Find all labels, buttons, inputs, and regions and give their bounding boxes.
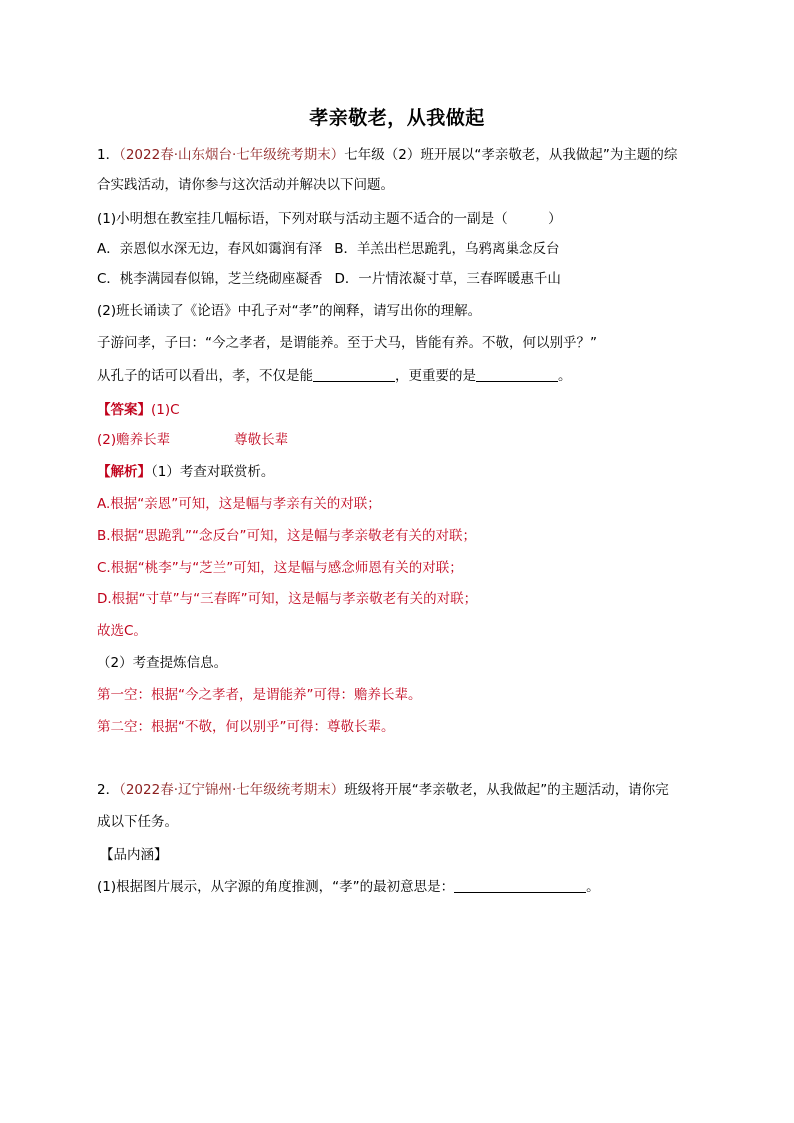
q1-fill-a: 从孔子的话可以看出，孝，不仅是能 bbox=[97, 368, 313, 384]
answer-2b: 尊敬长辈 bbox=[234, 432, 289, 448]
q2-stem-line2: 成以下任务。 bbox=[97, 814, 178, 830]
analysis-head: （1）考查对联赏析。 bbox=[151, 464, 275, 480]
q1-options-ab bbox=[97, 240, 560, 258]
page-title: 孝亲敬老，从我做起 bbox=[309, 107, 485, 129]
q2-sub1: (1)根据图片展示，从字源的角度推测，“孝”的最初意思是： bbox=[97, 879, 455, 895]
q1-sub2: (2)班长诵读了《论语》中孔子对“孝”的阐释，请写出你的理解。 bbox=[97, 303, 482, 319]
q1-option-b: B．羊羔出栏思跪乳，乌鸦离巢念反台 bbox=[334, 241, 560, 257]
q1-stem-line1 bbox=[97, 146, 677, 164]
analysis2-second: 第二空：根据“不敬，何以别乎”可得：尊敬长辈。 bbox=[97, 719, 395, 735]
q2-sub1-end: 。 bbox=[586, 879, 600, 895]
q1-analysis-line bbox=[97, 463, 274, 481]
analysis2-head: （2）考查提炼信息。 bbox=[97, 655, 228, 671]
analysis-tag: 【解析】 bbox=[97, 464, 151, 480]
q1-fill-c: 。 bbox=[558, 368, 572, 384]
q1-fill-line bbox=[97, 367, 572, 385]
q2-section-title: 【品内涵】 bbox=[100, 847, 168, 863]
analysis-choice: 故选C。 bbox=[97, 623, 147, 639]
q2-blank-1[interactable] bbox=[454, 878, 586, 893]
q2-stem-line1 bbox=[97, 781, 669, 799]
q1-quote: 子游问孝，子曰：“今之孝者，是谓能养。至于犬马，皆能有养。不敬，何以别乎？” bbox=[97, 335, 597, 351]
q1-fill-b: ，更重要的是 bbox=[395, 368, 476, 384]
q1-sub1: (1)小明想在教室挂几幅标语，下列对联与活动主题不适合的一副是（ ） bbox=[97, 211, 562, 227]
q1-options-cd bbox=[97, 270, 561, 288]
answer-tag: 【答案】 bbox=[97, 402, 151, 418]
analysis2-first: 第一空：根据“今之孝者，是谓能养”可得：赡养长辈。 bbox=[97, 687, 422, 703]
q1-answer-line bbox=[97, 401, 180, 419]
q1-stem-line2: 合实践活动，请你参与这次活动并解决以下问题。 bbox=[97, 177, 394, 193]
q2-sub1-line bbox=[97, 878, 600, 896]
q1-number: 1． bbox=[97, 147, 120, 163]
analysis-d: D.根据“寸草”与“三春晖”可知，这是幅与孝亲敬老有关的对联； bbox=[97, 591, 478, 607]
q1-stem-a: 七年级（2）班开展以“孝亲敬老，从我做起”为主题的综 bbox=[344, 147, 678, 163]
q2-source: （2022春·辽宁锦州·七年级统考期末） bbox=[119, 782, 345, 798]
q1-option-a: A．亲恩似水深无边，春风如霭润有泽 bbox=[97, 241, 323, 257]
q2-number: 2． bbox=[97, 782, 120, 798]
analysis-a: A.根据“亲恩”可知，这是幅与孝亲有关的对联； bbox=[97, 496, 381, 512]
answer-1: (1)C bbox=[151, 402, 180, 418]
analysis-b: B.根据“思跪乳”“念反台”可知，这是幅与孝亲敬老有关的对联； bbox=[97, 528, 477, 544]
q1-answer2-line bbox=[97, 431, 288, 449]
answer-2a: (2)赡养长辈 bbox=[97, 432, 171, 448]
q2-stem-a: 班级将开展“孝亲敬老，从我做起”的主题活动，请你完 bbox=[344, 782, 669, 798]
q1-option-d: D．一片情浓凝寸草，三春晖暖惠千山 bbox=[334, 271, 561, 287]
analysis-c: C.根据“桃李”与“芝兰”可知，这是幅与感念师恩有关的对联； bbox=[97, 560, 463, 576]
q1-blank-2[interactable] bbox=[476, 367, 558, 382]
q1-blank-1[interactable] bbox=[313, 367, 395, 382]
q1-option-c: C．桃李满园春似锦，芝兰绕砌座凝香 bbox=[97, 271, 323, 287]
q1-source: （2022春·山东烟台·七年级统考期末） bbox=[119, 147, 345, 163]
